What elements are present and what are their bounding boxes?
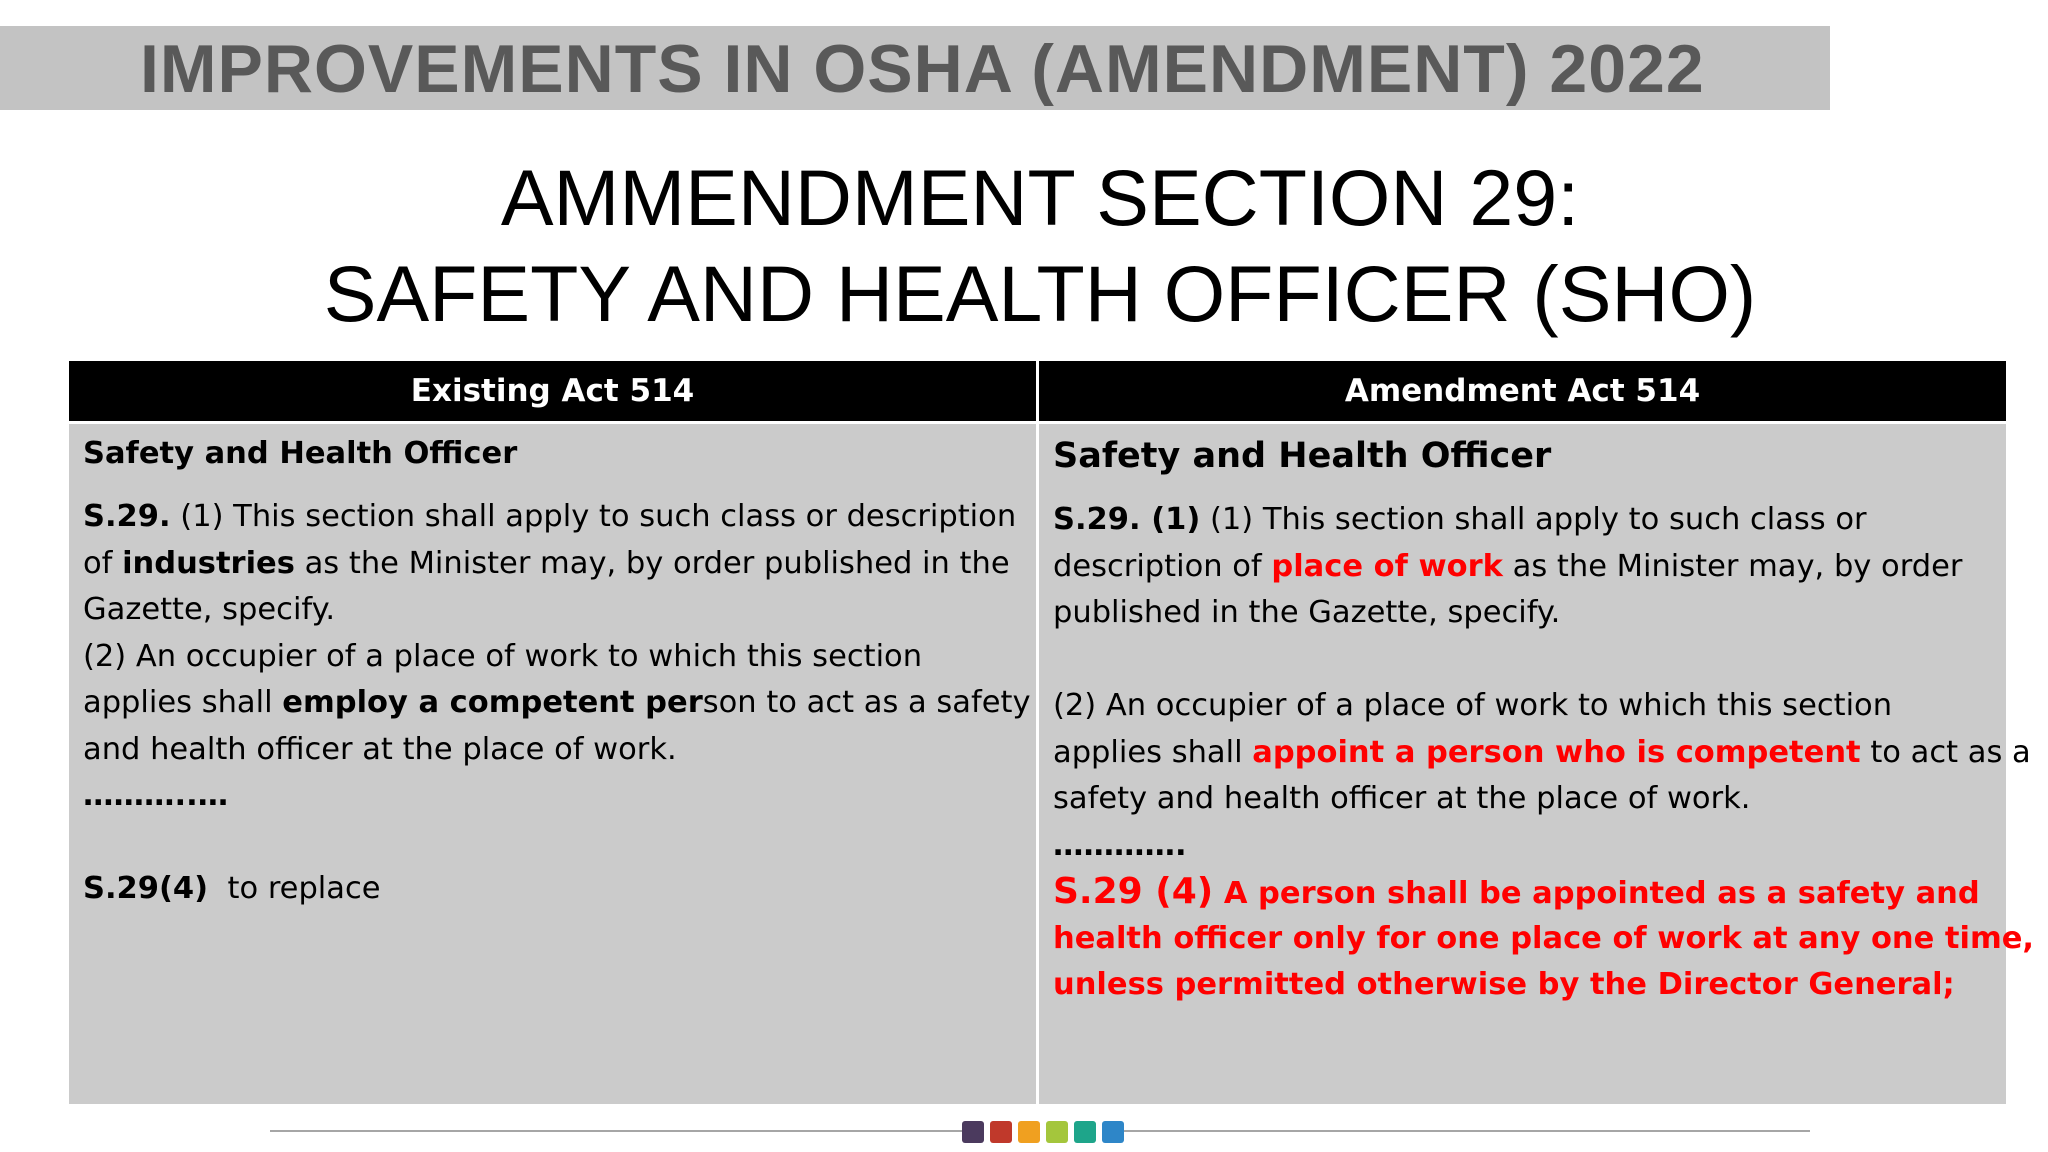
slide-title-line-1: AMMENDMENT SECTION 29:: [500, 153, 1580, 242]
text-line: Gazette, specify.: [83, 592, 336, 627]
header-existing-act: Existing Act 514: [69, 361, 1036, 421]
cell-heading: Safety and Health Officer: [1053, 436, 1552, 476]
cell-text: [83, 494, 1036, 913]
text-line: S.29(4) to replace: [83, 871, 381, 906]
header-amendment-act: Amendment Act 514: [1039, 361, 2006, 421]
text-line: of industries as the Minister may, by order published in the: [83, 545, 1010, 581]
footer-square: [1102, 1121, 1124, 1143]
text-line: (2) An occupier of a place of work to which this section: [83, 638, 923, 674]
footer-square: [1046, 1121, 1068, 1143]
text-line: and health officer at the place of work.: [83, 731, 677, 767]
banner-title: IMPROVEMENTS IN OSHA (AMENDMENT) 2022: [140, 31, 1705, 107]
footer-square: [990, 1121, 1012, 1143]
blank-line: [83, 820, 1036, 867]
slide-title-line-2: SAFETY AND HEALTH OFFICER (SHO): [323, 249, 1757, 338]
text-line: unless permitted otherwise by the Director General;: [1053, 967, 1955, 1002]
blank-line: [1053, 637, 2006, 684]
footer-square: [1074, 1121, 1096, 1143]
text-line: S.29. (1) This section shall apply to such class or description: [83, 499, 1017, 534]
text-line: (2) An occupier of a place of work to which this section: [1053, 688, 1893, 723]
footer-divider-left: [270, 1130, 970, 1132]
text-line: description of place of work as the Minister may, by order: [1053, 548, 1963, 584]
text-line: applies shall employ a competent person to act as a safety: [83, 685, 1031, 720]
footer-square: [962, 1121, 984, 1143]
cell-amendment-act: [1039, 424, 2035, 1104]
slide-title: [0, 150, 2048, 342]
footer-divider-right: [1110, 1130, 1810, 1132]
comparison-table: [69, 361, 2035, 1104]
text-line: applies shall appoint a person who is competent to act as a: [1053, 734, 2031, 770]
text-line: published in the Gazette, specify.: [1053, 595, 1561, 630]
text-line: S.29. (1) (1) This section shall apply to such class or: [1053, 502, 1867, 537]
ellipsis: ………..…: [83, 778, 229, 813]
cell-heading: Safety and Health Officer: [83, 436, 518, 471]
text-line: S.29 (4) A person shall be appointed as a safety and: [1053, 871, 1980, 912]
cell-text: [1053, 497, 2035, 1009]
ellipsis: ………….: [1053, 827, 1187, 863]
footer-square: [1018, 1121, 1040, 1143]
cell-existing-act: [69, 424, 1036, 1104]
text-line: safety and health officer at the place of work.: [1053, 781, 1751, 816]
text-line: health officer only for one place of work at any one time,: [1053, 920, 2035, 956]
